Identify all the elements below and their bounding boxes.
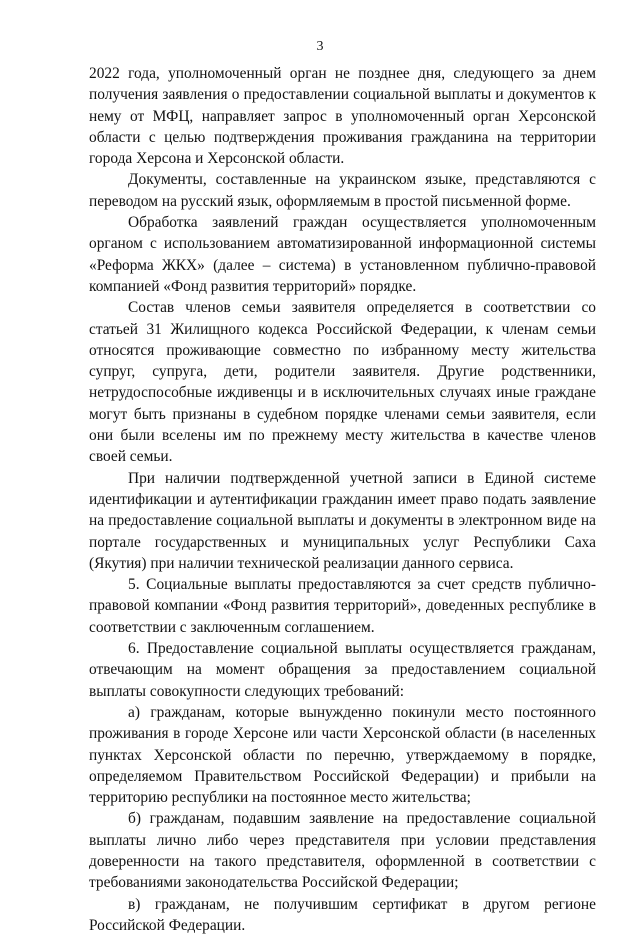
paragraph-item-5-funding: 5. Социальные выплаты предоставляются за счет средств публично-правовой компании «Фонд развития территорий», доведенных республике в соответствии с заключенным соглашением.: [89, 576, 596, 636]
paragraph-subitem-v: в) гражданам, не получившим сертификат в другом регионе Российской Федерации.: [89, 895, 596, 934]
document-body: [89, 63, 596, 936]
paragraph-ukrainian-documents: Документы, составленные на украинском языке, представляются с переводом на русский язык, оформляемым в простой письменной форме.: [89, 171, 596, 210]
paragraph-application-processing: Обработка заявлений граждан осуществляется уполномоченным органом с использованием автоматизированной информационной системы «Реформа ЖКХ» (далее – система) в установленном публично-правовой компанией «Фонд развития территорий» порядке.: [89, 214, 596, 295]
paragraph-subitem-b: б) гражданам, подавшим заявление на предоставление социальной выплаты лично либо через представителя при условии представления доверенности на такого представителя, оформленной в соответствии с требованиями законодательства Российской Федерации;: [89, 810, 596, 892]
paragraph-family-composition: Состав членов семьи заявителя определяется в соответствии со статьей 31 Жилищного кодекса Российской Федерации, к членам семьи относятся проживающие совместно по избранному месту жительства супруг, супруга, дети, родители заявителя. Другие родственники, нетрудоспособные иждивенцы и в исключительных случаях иные граждане могут быть признаны в судебном порядке членами семьи заявителя, если они были вселены им по прежнему месту жительства в качестве членов своей семьи.: [89, 299, 596, 466]
page-number: 3: [316, 39, 324, 54]
paragraph-item-6-eligibility: 6. Предоставление социальной выплаты осуществляется гражданам, отвечающим на момент обращения за предоставлением социальной выплаты совокупности следующих требований:: [89, 640, 596, 700]
paragraph-subitem-a: а) гражданам, которые вынужденно покинули место постоянного проживания в городе Херсоне или части Херсонской области (в населенных пунктах Херсонской области по перечню, утверждаемому в порядке, определяемом Правительством Российской Федерации) и прибыли на территорию республики на постоянное место жительства;: [89, 703, 596, 807]
paragraph-continuation: 2022 года, уполномоченный орган не позднее дня, следующего за днем получения заявления о предоставлении социальной выплаты и документов к нему от МФЦ, направляет запрос в уполномоченный орган Херсонской области с целью подтверждения проживания гражданина на территории города Херсона и Херсонской области.: [89, 65, 596, 168]
paragraph-electronic-submission: При наличии подтвержденной учетной записи в Единой системе идентификации и аутентификации гражданин имеет право подать заявление на предоставление социальной выплаты и документы в электронном виде на портале государственных и муниципальных услуг Республики Саха (Якутия) при наличии технической реализации данного сервиса.: [89, 469, 596, 572]
